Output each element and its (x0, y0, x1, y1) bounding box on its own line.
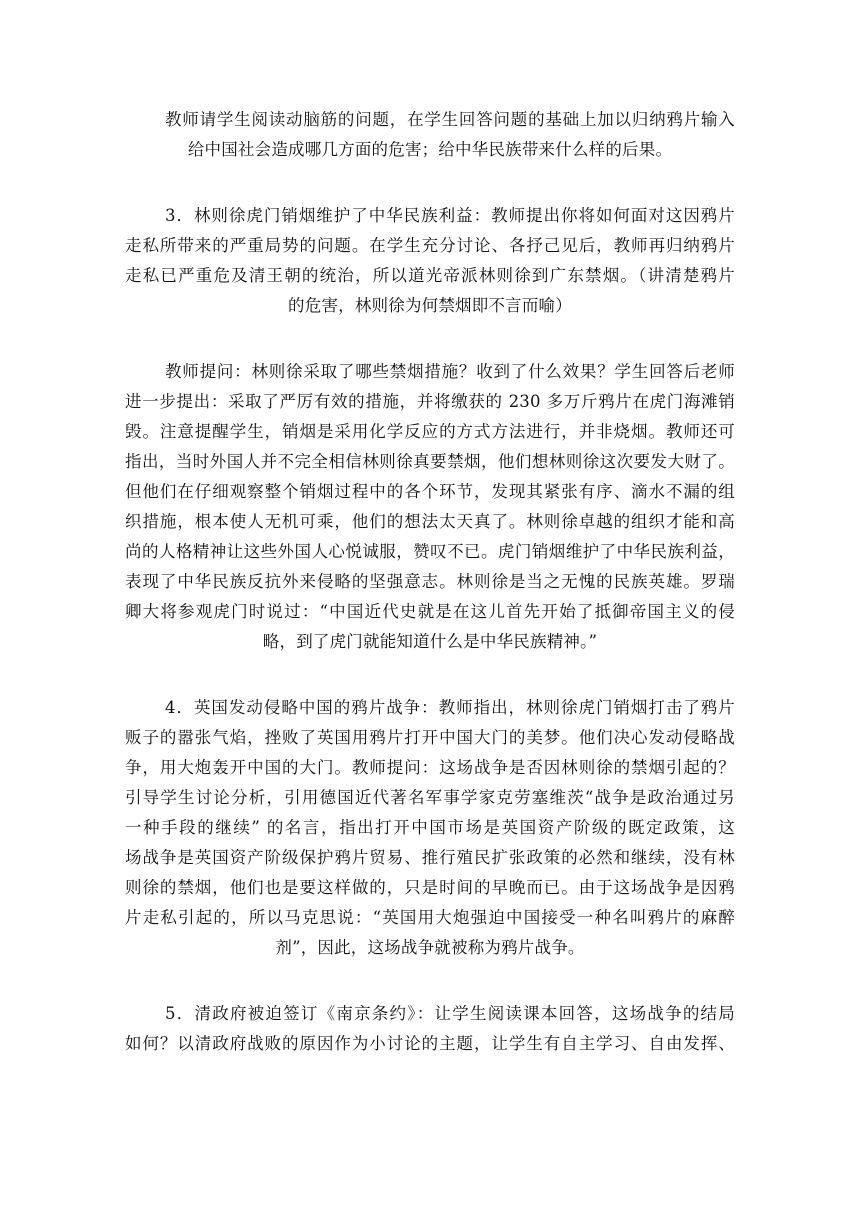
text-line: 一种手段的继续” 的名言，指出打开中国市场是英国资产阶级的既定政策，这 (125, 818, 735, 837)
text-line: 走私所带来的严重局势的问题。在学生充分讨论、各抒己见后，教师再归纳鸦片 (125, 236, 735, 255)
text-line: 4．英国发动侵略中国的鸦片战争：教师指出，林则徐虎门销烟打击了鸦片 (165, 698, 735, 717)
paragraph-section-4 (125, 693, 735, 963)
text-line: 但他们在仔细观察整个销烟过程中的各个环节，发现其紧张有序、滴水不漏的组 (125, 482, 735, 501)
paragraph-section-3 (125, 201, 735, 321)
text-line: 则徐的禁烟，他们也是要这样做的，只是时间的早晚而已。由于这场战争是因鸦 (125, 878, 735, 897)
text-line: 争，用大炮轰开中国的大门。教师提问：这场战争是否因林则徐的禁烟引起的？ (125, 758, 735, 777)
text-line: 剂”，因此，这场战争就被称为鸦片战争。 (275, 938, 585, 957)
text-line: 教师请学生阅读动脑筋的问题，在学生回答问题的基础上加以归纳鸦片输入 (165, 110, 735, 129)
text-line: 进一步提出：采取了严厉有效的措施，并将缴获的 230 多万斤鸦片在虎门海滩销 (125, 392, 735, 411)
text-line: 织措施，根本使人无机可乘，他们的想法太天真了。林则徐卓越的组织才能和高 (125, 512, 735, 531)
text-line: 表现了中华民族反抗外来侵略的坚强意志。林则徐是当之无愧的民族英雄。罗瑞 (125, 572, 735, 591)
text-line: 的危害，林则徐为何禁烟即不言而喻） (288, 296, 572, 315)
text-line: 毁。注意提醒学生，销烟是采用化学反应的方式方法进行，并非烧烟。教师还可 (125, 422, 735, 441)
text-line: 5．清政府被迫签订《南京条约》：让学生阅读课本回答，这场战争的结局 (165, 1004, 735, 1023)
text-line: 贩子的嚣张气焰，挫败了英国用鸦片打开中国大门的美梦。他们决心发动侵略战 (125, 728, 735, 747)
text-line: 引导学生讨论分析，引用德国近代著名军事学家克劳塞维茨“战争是政治通过另 (125, 788, 735, 807)
text-line: 指出，当时外国人并不完全相信林则徐真要禁烟，他们想林则徐这次要发大财了。 (125, 452, 735, 471)
text-line: 3．林则徐虎门销烟维护了中华民族利益：教师提出你将如何面对这因鸦片 (165, 206, 735, 225)
text-line: 略，到了虎门就能知道什么是中华民族精神。” (262, 632, 598, 651)
text-line: 卿大将参观虎门时说过：“中国近代史就是在这儿首先开始了抵御帝国主义的侵 (125, 602, 735, 621)
paragraph-section-5 (125, 999, 735, 1059)
text-line: 片走私引起的，所以马克思说：“英国用大炮强迫中国接受一种名叫鸦片的麻醉 (125, 908, 735, 927)
text-line: 给中国社会造成哪几方面的危害；给中华民族带来什么样的后果。 (187, 140, 673, 159)
paragraph-lin-zexu-measures (125, 357, 735, 657)
text-line: 如何？以清政府战败的原因作为小讨论的主题，让学生有自主学习、自由发挥、 (125, 1034, 735, 1053)
document-body (125, 105, 735, 1095)
text-line: 场战争是英国资产阶级保护鸦片贸易、推行殖民扩张政策的必然和继续，没有林 (125, 848, 735, 867)
text-line: 尚的人格精神让这些外国人心悦诚服，赞叹不已。虎门销烟维护了中华民族利益， (125, 542, 735, 561)
text-line: 走私已严重危及清王朝的统治，所以道光帝派林则徐到广东禁烟。（讲清楚鸦片 (125, 266, 735, 285)
paragraph-intro (125, 105, 735, 165)
text-line: 教师提问：林则徐采取了哪些禁烟措施？收到了什么效果？学生回答后老师 (165, 362, 735, 381)
